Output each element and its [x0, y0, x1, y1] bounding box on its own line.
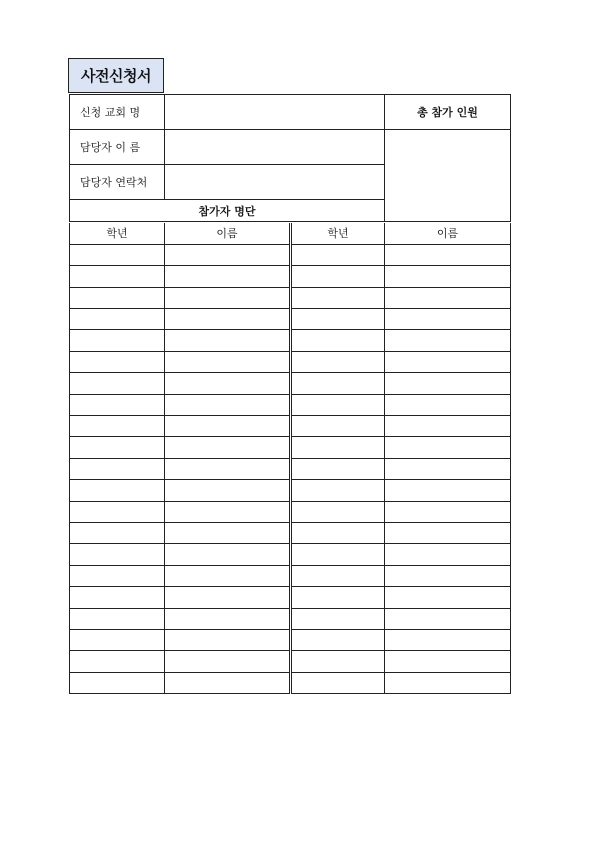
name-cell[interactable] [165, 416, 291, 437]
roster-row [70, 437, 511, 458]
name-cell[interactable] [385, 287, 511, 308]
grade-cell[interactable] [70, 330, 165, 351]
name-cell[interactable] [385, 373, 511, 394]
roster-row [70, 416, 511, 437]
roster-row [70, 629, 511, 650]
grade-cell[interactable] [291, 287, 385, 308]
grade-header: 학년 [70, 223, 165, 244]
name-cell[interactable] [385, 394, 511, 415]
grade-cell[interactable] [291, 651, 385, 672]
name-cell[interactable] [165, 587, 291, 608]
name-cell[interactable] [385, 458, 511, 479]
grade-cell[interactable] [70, 565, 165, 586]
grade-cell[interactable] [291, 629, 385, 650]
roster-row [70, 587, 511, 608]
grade-cell[interactable] [70, 394, 165, 415]
total-participants-field[interactable] [385, 130, 511, 222]
grade-cell[interactable] [291, 244, 385, 265]
name-cell[interactable] [385, 416, 511, 437]
total-participants-label: 총 참가 인원 [385, 95, 511, 130]
name-cell[interactable] [165, 266, 291, 287]
grade-cell[interactable] [70, 458, 165, 479]
name-cell[interactable] [165, 522, 291, 543]
grade-cell[interactable] [291, 522, 385, 543]
roster-row [70, 266, 511, 287]
name-cell[interactable] [385, 672, 511, 693]
grade-cell[interactable] [70, 309, 165, 330]
grade-cell[interactable] [291, 437, 385, 458]
name-cell[interactable] [385, 651, 511, 672]
roster-row [70, 672, 511, 693]
name-cell[interactable] [165, 565, 291, 586]
applicant-info-table [69, 94, 511, 222]
roster-row [70, 373, 511, 394]
roster-row [70, 351, 511, 372]
grade-cell[interactable] [291, 501, 385, 522]
church-name-field[interactable] [165, 95, 385, 130]
form-title: 사전신청서 [68, 58, 164, 93]
name-cell[interactable] [165, 351, 291, 372]
grade-cell[interactable] [70, 608, 165, 629]
grade-cell[interactable] [291, 394, 385, 415]
grade-cell[interactable] [70, 244, 165, 265]
name-cell[interactable] [385, 565, 511, 586]
name-cell[interactable] [165, 437, 291, 458]
roster-row [70, 480, 511, 501]
name-cell[interactable] [385, 437, 511, 458]
grade-cell[interactable] [291, 565, 385, 586]
roster-header-row [70, 223, 511, 244]
grade-cell[interactable] [70, 651, 165, 672]
church-name-label: 신청 교회 명 [70, 95, 165, 130]
grade-cell[interactable] [291, 587, 385, 608]
name-cell[interactable] [165, 651, 291, 672]
name-cell[interactable] [165, 629, 291, 650]
participants-table [69, 223, 511, 694]
grade-cell[interactable] [291, 672, 385, 693]
grade-cell[interactable] [291, 458, 385, 479]
grade-cell[interactable] [70, 351, 165, 372]
grade-cell[interactable] [291, 480, 385, 501]
name-cell[interactable] [165, 501, 291, 522]
roster-row [70, 394, 511, 415]
name-cell[interactable] [165, 330, 291, 351]
grade-cell[interactable] [291, 330, 385, 351]
participants-list-title: 참가자 명단 [70, 200, 385, 222]
contact-phone-label: 담당자 연락처 [70, 165, 165, 200]
name-cell[interactable] [165, 309, 291, 330]
grade-cell[interactable] [291, 351, 385, 372]
name-header: 이름 [385, 223, 511, 244]
grade-cell[interactable] [291, 309, 385, 330]
roster-row [70, 501, 511, 522]
name-cell[interactable] [385, 480, 511, 501]
name-cell[interactable] [385, 266, 511, 287]
roster-row [70, 287, 511, 308]
roster-row [70, 544, 511, 565]
contact-name-field[interactable] [165, 130, 385, 165]
roster-body [70, 244, 511, 693]
grade-cell[interactable] [70, 373, 165, 394]
grade-cell[interactable] [70, 501, 165, 522]
name-cell[interactable] [385, 608, 511, 629]
grade-cell[interactable] [291, 416, 385, 437]
grade-cell[interactable] [70, 437, 165, 458]
grade-cell[interactable] [70, 629, 165, 650]
name-cell[interactable] [385, 501, 511, 522]
roster-row [70, 458, 511, 479]
grade-cell[interactable] [70, 287, 165, 308]
name-cell[interactable] [385, 544, 511, 565]
grade-cell[interactable] [291, 544, 385, 565]
name-cell[interactable] [165, 480, 291, 501]
grade-cell[interactable] [70, 672, 165, 693]
name-cell[interactable] [165, 672, 291, 693]
grade-header: 학년 [291, 223, 385, 244]
grade-cell[interactable] [291, 373, 385, 394]
grade-cell[interactable] [70, 266, 165, 287]
name-cell[interactable] [385, 330, 511, 351]
name-cell[interactable] [385, 587, 511, 608]
name-cell[interactable] [385, 522, 511, 543]
grade-cell[interactable] [291, 608, 385, 629]
name-cell[interactable] [165, 373, 291, 394]
grade-cell[interactable] [70, 587, 165, 608]
name-cell[interactable] [385, 351, 511, 372]
roster-row [70, 651, 511, 672]
name-cell[interactable] [165, 244, 291, 265]
roster-row [70, 309, 511, 330]
name-header: 이름 [165, 223, 291, 244]
name-cell[interactable] [165, 458, 291, 479]
grade-cell[interactable] [70, 480, 165, 501]
roster-row [70, 608, 511, 629]
contact-phone-field[interactable] [165, 165, 385, 200]
name-cell[interactable] [165, 608, 291, 629]
roster-row [70, 244, 511, 265]
name-cell[interactable] [165, 394, 291, 415]
name-cell[interactable] [165, 287, 291, 308]
roster-row [70, 522, 511, 543]
grade-cell[interactable] [70, 522, 165, 543]
name-cell[interactable] [385, 244, 511, 265]
grade-cell[interactable] [70, 416, 165, 437]
name-cell[interactable] [165, 544, 291, 565]
contact-name-label: 담당자 이 름 [70, 130, 165, 165]
name-cell[interactable] [385, 309, 511, 330]
roster-row [70, 330, 511, 351]
grade-cell[interactable] [70, 544, 165, 565]
name-cell[interactable] [385, 629, 511, 650]
roster-row [70, 565, 511, 586]
grade-cell[interactable] [291, 266, 385, 287]
